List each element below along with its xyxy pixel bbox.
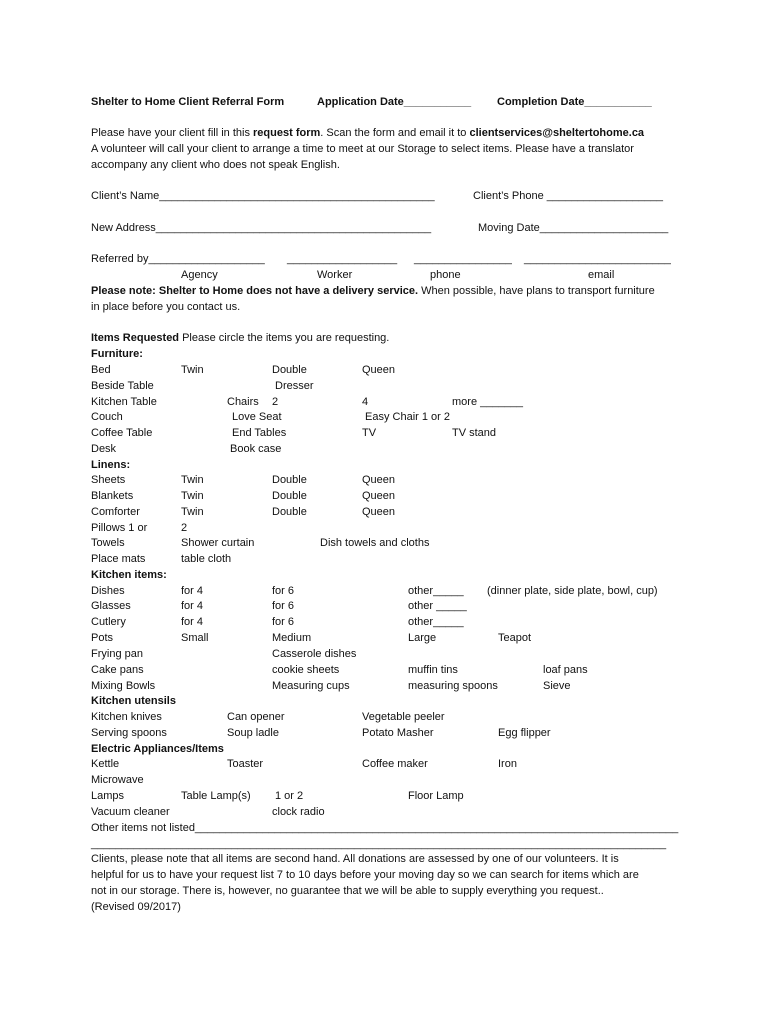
referred-by-agency-field[interactable]: Referred by___________________	[91, 253, 265, 265]
items-instruction: Please circle the items you are requesting.	[179, 332, 390, 344]
item-vegetable-peeler[interactable]: Vegetable peeler	[362, 711, 445, 723]
item-kitchen-knives[interactable]: Kitchen knives	[91, 711, 162, 723]
item-end-tables[interactable]: End Tables	[232, 427, 287, 439]
option-cutlery-6[interactable]: for 6	[272, 616, 295, 628]
item-dish-towels[interactable]: Dish towels and cloths	[320, 537, 430, 549]
item-mixing-bowls[interactable]: Mixing Bowls	[91, 680, 156, 692]
label-email: email	[588, 269, 615, 281]
item-iron[interactable]: Iron	[498, 758, 517, 770]
referred-by-phone-field[interactable]: ________________	[414, 253, 512, 265]
section-linens: Linens:	[91, 459, 131, 471]
item-blankets[interactable]: Blankets	[91, 490, 134, 502]
item-pots[interactable]: Pots	[91, 632, 114, 644]
item-kitchen-table[interactable]: Kitchen Table	[91, 396, 157, 408]
form-title: Shelter to Home Client Referral Form	[91, 96, 285, 108]
client-phone-field[interactable]: Client’s Phone ___________________	[473, 190, 664, 202]
item-dishes[interactable]: Dishes	[91, 585, 125, 597]
item-kettle[interactable]: Kettle	[91, 758, 120, 770]
item-clock-radio[interactable]: clock radio	[272, 806, 325, 818]
option-cutlery-4[interactable]: for 4	[181, 616, 204, 628]
item-glasses[interactable]: Glasses	[91, 600, 131, 612]
item-vacuum-cleaner[interactable]: Vacuum cleaner	[91, 806, 170, 818]
option-cutlery-other[interactable]: other_____	[408, 616, 464, 628]
revised-date: (Revised 09/2017)	[91, 901, 181, 913]
option-sheets-twin[interactable]: Twin	[181, 474, 204, 486]
delivery-note-line-2: in place before you contact us.	[91, 301, 241, 313]
option-glasses-other[interactable]: other _____	[408, 600, 467, 612]
item-serving-spoons[interactable]: Serving spoons	[91, 727, 167, 739]
option-dishes-other[interactable]: other_____	[408, 585, 464, 597]
option-sheets-queen[interactable]: Queen	[362, 474, 396, 486]
item-casserole-dishes[interactable]: Casserole dishes	[272, 648, 357, 660]
item-lamps[interactable]: Lamps	[91, 790, 125, 802]
item-soup-ladle[interactable]: Soup ladle	[227, 727, 279, 739]
item-toaster[interactable]: Toaster	[227, 758, 264, 770]
item-dresser[interactable]: Dresser	[275, 380, 314, 392]
item-table-lamps[interactable]: Table Lamp(s)	[181, 790, 251, 802]
items-heading: Items Requested	[91, 332, 180, 344]
item-cake-pans[interactable]: Cake pans	[91, 664, 144, 676]
option-comforter-double[interactable]: Double	[272, 506, 307, 518]
option-sheets-double[interactable]: Double	[272, 474, 307, 486]
section-electric-appliances: Electric Appliances/Items	[91, 743, 224, 755]
item-coffee-table[interactable]: Coffee Table	[91, 427, 153, 439]
item-place-mats[interactable]: Place mats	[91, 553, 146, 565]
option-comforter-twin[interactable]: Twin	[181, 506, 204, 518]
option-chairs-4[interactable]: 4	[362, 396, 369, 408]
option-comforter-queen[interactable]: Queen	[362, 506, 396, 518]
item-floor-lamp[interactable]: Floor Lamp	[408, 790, 464, 802]
section-kitchen-items: Kitchen items:	[91, 569, 167, 581]
item-potato-masher[interactable]: Potato Masher	[362, 727, 434, 739]
item-microwave[interactable]: Microwave	[91, 774, 144, 786]
option-bed-queen[interactable]: Queen	[362, 364, 396, 376]
item-shower-curtain[interactable]: Shower curtain	[181, 537, 255, 549]
referred-by-email-field[interactable]: ________________________	[524, 253, 671, 265]
delivery-note	[91, 284, 655, 298]
label-worker: Worker	[317, 269, 353, 281]
application-date-field[interactable]: Application Date___________	[317, 96, 472, 108]
item-beside-table[interactable]: Beside Table	[91, 380, 154, 392]
item-sieve[interactable]: Sieve	[543, 680, 571, 692]
intro-text: . Scan the form and email it to	[320, 127, 470, 139]
moving-date-field[interactable]: Moving Date_____________________	[478, 222, 669, 234]
option-bed-double[interactable]: Double	[272, 364, 307, 376]
intro-line-1	[91, 126, 644, 140]
item-coffee-maker[interactable]: Coffee maker	[362, 758, 428, 770]
item-desk[interactable]: Desk	[91, 443, 117, 455]
section-furniture: Furniture:	[91, 348, 143, 360]
option-chairs-2[interactable]: 2	[272, 396, 279, 408]
intro-text: Please have your client fill in this	[91, 127, 254, 139]
option-chairs-more[interactable]: more _______	[452, 396, 523, 408]
option-lamps-count[interactable]: 1 or 2	[275, 790, 304, 802]
referred-by-worker-field[interactable]: __________________	[287, 253, 398, 265]
item-comforter[interactable]: Comforter	[91, 506, 140, 518]
item-measuring-cups[interactable]: Measuring cups	[272, 680, 350, 692]
item-tv-stand[interactable]: TV stand	[452, 427, 497, 439]
item-frying-pan[interactable]: Frying pan	[91, 648, 143, 660]
option-dishes-6[interactable]: for 6	[272, 585, 295, 597]
option-bed-twin[interactable]: Twin	[181, 364, 204, 376]
request-form-emphasis: request form	[253, 127, 321, 139]
item-cookie-sheets[interactable]: cookie sheets	[272, 664, 340, 676]
item-chairs[interactable]: Chairs	[227, 396, 259, 408]
item-couch[interactable]: Couch	[91, 411, 123, 423]
item-measuring-spoons[interactable]: measuring spoons	[408, 680, 498, 692]
footer-line-2: helpful for us to have your request list 7 to 10 days before your moving day so we can search for items which are	[91, 869, 639, 881]
option-pillows-2[interactable]: 2	[181, 522, 188, 534]
client-name-field[interactable]: Client’s Name_____________________________________________	[91, 190, 435, 202]
label-phone: phone	[430, 269, 461, 281]
option-glasses-6[interactable]: for 6	[272, 600, 295, 612]
option-pots-medium[interactable]: Medium	[272, 632, 312, 644]
new-address-field[interactable]: New Address_____________________________________________	[91, 222, 432, 234]
item-teapot[interactable]: Teapot	[498, 632, 532, 644]
client-services-email: clientservices@sheltertohome.ca	[469, 127, 645, 139]
intro-line-3: accompany any client who does not speak English.	[91, 159, 340, 171]
option-blankets-queen[interactable]: Queen	[362, 490, 396, 502]
dishes-note: (dinner plate, side plate, bowl, cup)	[487, 585, 658, 597]
item-book-case[interactable]: Book case	[230, 443, 282, 455]
footer-line-1: Clients, please note that all items are second hand. All donations are assessed by one of our volunteers. It is	[91, 853, 619, 865]
item-muffin-tins[interactable]: muffin tins	[408, 664, 458, 676]
option-blankets-twin[interactable]: Twin	[181, 490, 204, 502]
item-loaf-pans[interactable]: loaf pans	[543, 664, 588, 676]
other-items-field-line-2[interactable]: ______________________________________________________________________________________________	[91, 838, 667, 850]
option-pots-large[interactable]: Large	[408, 632, 437, 644]
delivery-note-text: When possible, have plans to transport furniture	[418, 285, 655, 297]
option-pots-small[interactable]: Small	[181, 632, 209, 644]
item-easy-chair[interactable]: Easy Chair 1 or 2	[365, 411, 450, 423]
item-pillows[interactable]: Pillows 1 or	[91, 522, 148, 534]
option-dishes-4[interactable]: for 4	[181, 585, 204, 597]
delivery-note-bold: Please note: Shelter to Home does not have a delivery service.	[91, 285, 419, 297]
item-tv[interactable]: TV	[362, 427, 377, 439]
option-blankets-double[interactable]: Double	[272, 490, 307, 502]
section-kitchen-utensils: Kitchen utensils	[91, 695, 176, 707]
item-towels[interactable]: Towels	[91, 537, 125, 549]
item-sheets[interactable]: Sheets	[91, 474, 126, 486]
item-egg-flipper[interactable]: Egg flipper	[498, 727, 551, 739]
other-items-field[interactable]: Other items not listed_______________________________________________________________________________	[91, 822, 679, 834]
items-requested-heading	[91, 331, 389, 345]
completion-date-field[interactable]: Completion Date___________	[497, 96, 652, 108]
item-bed[interactable]: Bed	[91, 364, 111, 376]
label-agency: Agency	[181, 269, 218, 281]
item-love-seat[interactable]: Love Seat	[232, 411, 282, 423]
item-can-opener[interactable]: Can opener	[227, 711, 285, 723]
item-cutlery[interactable]: Cutlery	[91, 616, 126, 628]
item-table-cloth[interactable]: table cloth	[181, 553, 232, 565]
footer-line-3: not in our storage. There is, however, no guarantee that we will be able to supply everything you request..	[91, 885, 604, 897]
option-glasses-4[interactable]: for 4	[181, 600, 204, 612]
intro-line-2: A volunteer will call your client to arrange a time to meet at our Storage to select items. Please have a translator	[91, 143, 634, 155]
